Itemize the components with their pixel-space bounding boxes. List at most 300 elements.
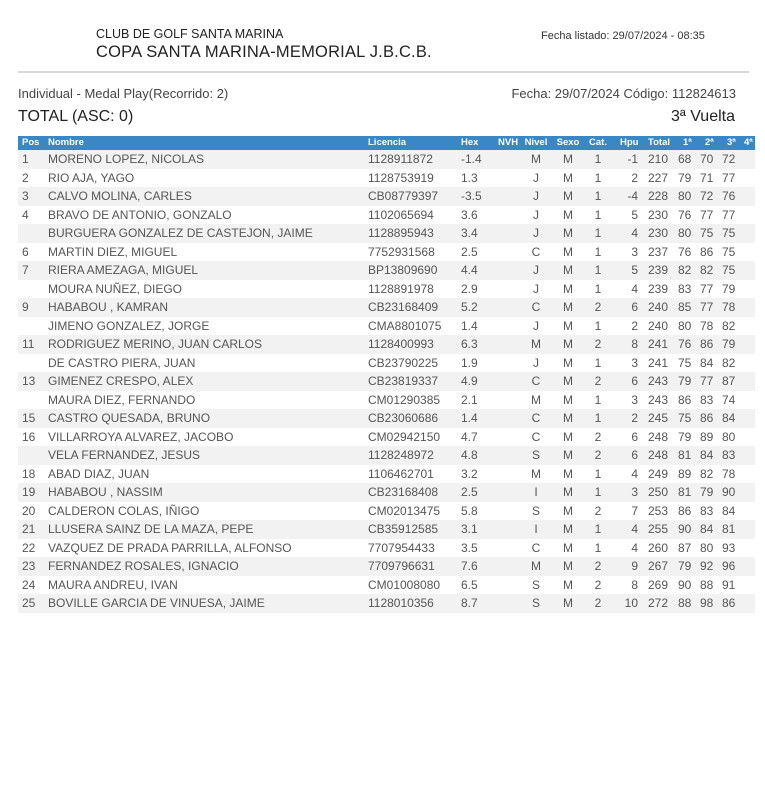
cell-nombre: HABABOU , NASSIM [48,485,163,499]
cell-hpu: -1 [627,152,638,166]
cell-round3: 75 [722,263,736,277]
cell-round2: 77 [700,300,714,314]
cell-hex: 4.7 [461,429,478,444]
cell-cat: 1 [594,207,602,222]
cell-cat: 2 [594,448,602,462]
results-table [18,136,755,613]
cell-round3: 72 [722,152,736,166]
cell-nombre: HABABOU , KAMRAN [48,300,169,314]
cell-total: 239 [648,281,669,296]
cell-sexo: M [563,337,573,351]
col-header-round3: 3ª [727,137,736,148]
table-row [18,520,755,539]
table-row [18,187,755,206]
cell-round2: 84 [700,448,714,462]
cell-round1: 76 [678,207,692,222]
cell-nombre: BOVILLE GARCIA DE VINUESA, JAIME [48,596,265,610]
cell-round3: 78 [722,466,736,481]
cell-nivel: M [531,466,541,481]
table-row [18,428,755,447]
cell-round1: 81 [678,485,692,499]
cell-nombre: FERNANDEZ ROSALES, IGNACIO [48,559,239,573]
cell-sexo: M [563,577,573,592]
cell-cat: 1 [594,263,602,277]
cell-round3: 83 [722,448,736,462]
cell-nivel: I [534,522,538,536]
cell-round3: 75 [722,244,736,259]
table-row [18,446,755,465]
cell-nivel: J [533,226,539,240]
cell-round3: 75 [722,226,736,240]
cell-round3: 80 [722,429,736,444]
cell-round2: 82 [700,466,714,481]
cell-total: 210 [648,152,669,166]
cell-licencia: CM01290385 [368,392,441,407]
cell-round2: 86 [700,244,714,259]
cell-hex: 1.3 [461,170,478,185]
cell-licencia: 1106462701 [368,466,434,481]
cell-total: 230 [648,226,669,240]
cell-pos: 18 [22,466,36,481]
cell-hpu: -4 [627,189,638,203]
cell-sexo: M [563,300,573,314]
col-header-nivel: Nivel [524,137,548,148]
cell-sexo: M [563,503,573,518]
cell-round2: 84 [700,522,714,536]
cell-total: 237 [648,244,669,259]
cell-cat: 1 [594,411,602,425]
cell-hpu: 7 [631,503,638,518]
cell-hpu: 10 [624,596,638,610]
cell-hex: 5.8 [461,503,478,518]
cell-hex: 2.5 [461,485,478,499]
cell-nombre: CALDERON COLAS, IÑIGO [48,503,200,518]
cell-pos: 4 [22,207,29,222]
cell-round3: 79 [722,281,736,296]
cell-hex: 3.1 [461,522,478,536]
table-row [18,280,755,299]
cell-licencia: BP13809690 [368,263,438,277]
cell-hex: 1.9 [461,355,478,370]
cell-round1: 68 [678,152,692,166]
cell-nivel: C [531,411,541,425]
col-header-total: Total [648,137,670,148]
cell-round2: 77 [700,281,714,296]
cell-total: 241 [648,337,669,351]
cell-round1: 83 [678,281,692,296]
cell-total: 240 [648,318,669,333]
cell-licencia: 1128891978 [368,281,434,296]
cell-sexo: M [563,152,573,166]
cell-hpu: 6 [631,429,638,444]
cell-hpu: 8 [631,577,638,592]
cell-licencia: 7709796631 [368,559,435,573]
cell-hex: 3.5 [461,540,478,555]
cell-licencia: CB23168409 [368,300,439,314]
cell-hpu: 3 [631,244,638,259]
cell-nombre: BRAVO DE ANTONIO, GONZALO [48,207,232,222]
cell-round1: 81 [678,448,692,462]
col-header-round4: 4ª [744,137,753,148]
cell-hex: 6.5 [461,577,478,592]
cell-licencia: CB35912585 [368,522,439,536]
cell-round1: 88 [678,596,692,610]
col-header-sexo: Sexo [556,137,580,148]
cell-nivel: C [531,429,541,444]
cell-pos: 1 [22,152,29,166]
cell-nombre: LLUSERA SAINZ DE LA MAZA, PEPE [48,522,254,536]
cell-cat: 1 [594,244,602,259]
cell-nivel: J [533,263,539,277]
cell-round3: 96 [722,559,736,573]
cell-nivel: M [531,152,541,166]
cell-round1: 87 [678,540,692,555]
cell-round2: 98 [700,596,714,610]
cell-hex: -1.4 [461,152,482,166]
cell-round2: 78 [700,318,714,333]
cell-cat: 2 [594,596,602,610]
table-row [18,372,755,391]
cell-round1: 86 [678,503,692,518]
cell-round1: 89 [678,466,692,481]
cell-nivel: J [533,189,539,203]
cell-round2: 82 [700,263,714,277]
cell-round1: 79 [678,374,692,388]
cell-round3: 93 [722,540,736,555]
cell-licencia: 1102065694 [368,207,434,222]
cell-hpu: 4 [631,226,638,240]
cell-total: 269 [648,577,669,592]
cell-total: 260 [648,540,669,555]
cell-nombre: GIMENEZ CRESPO, ALEX [48,374,194,388]
cell-nivel: S [531,596,540,610]
cell-nombre: RIERA AMEZAGA, MIGUEL [48,263,199,277]
cell-nivel: J [533,207,539,222]
table-row [18,298,755,317]
cell-licencia: CB23790225 [368,355,439,370]
cell-cat: 1 [594,522,602,536]
cell-nombre: MARTIN DIEZ, MIGUEL [48,244,178,259]
cell-total: 228 [648,189,669,203]
club-name: CLUB DE GOLF SANTA MARINA [96,27,284,41]
cell-hex: 4.4 [461,263,478,277]
cell-round3: 77 [722,170,736,185]
cell-nivel: J [533,355,539,370]
cell-round2: 70 [700,152,714,166]
table-row [18,354,755,373]
cell-round1: 79 [678,170,692,185]
cell-nivel: C [531,244,541,259]
cell-round1: 75 [678,411,692,425]
cell-round2: 84 [700,355,714,370]
cell-round1: 90 [678,577,692,592]
cell-nombre: MAURA DIEZ, FERNANDO [48,392,196,407]
cell-pos: 23 [22,559,36,573]
table-row [18,594,755,613]
cell-nombre: VELA FERNANDEZ, JESUS [48,448,201,462]
cell-total: 250 [648,485,669,499]
cell-round1: 79 [678,429,692,444]
cell-licencia: 1128010356 [368,596,434,610]
cell-sexo: M [563,448,573,462]
col-header-licencia: Licencia [368,137,407,148]
cell-round3: 87 [722,374,736,388]
cell-nivel: J [533,318,539,333]
cell-licencia: CM01008080 [368,577,441,592]
cell-pos: 2 [22,170,29,185]
cell-cat: 1 [594,318,602,333]
cell-total: 248 [648,448,669,462]
cell-round2: 88 [700,577,714,592]
cell-round3: 81 [722,522,736,536]
cell-pos: 25 [22,596,36,610]
cell-licencia: 1128895943 [368,226,434,240]
cell-hpu: 6 [631,300,638,314]
cell-round1: 80 [678,189,692,203]
cell-licencia: CMA8801075 [368,318,442,333]
cell-sexo: M [563,374,573,388]
cell-round2: 77 [700,374,714,388]
cell-round2: 75 [700,226,714,240]
cell-cat: 2 [594,559,602,573]
cell-total: 249 [648,466,669,481]
cell-total: 230 [648,207,669,222]
cell-total: 267 [648,559,669,573]
cell-round1: 76 [678,337,692,351]
cell-hpu: 5 [631,263,638,277]
cell-hpu: 4 [631,522,638,536]
cell-round3: 76 [722,189,736,203]
cell-pos: 20 [22,503,36,518]
cell-hpu: 2 [631,411,638,425]
cell-total: 243 [648,392,669,407]
cell-sexo: M [563,207,573,222]
cell-cat: 1 [594,226,602,240]
cell-cat: 1 [594,540,602,555]
cell-cat: 1 [594,170,602,185]
cell-round1: 82 [678,263,692,277]
col-header-hex: Hex [461,137,479,148]
cell-total: 245 [648,411,669,425]
date-code: Fecha: 29/07/2024 Código: 112824613 [511,86,736,101]
cell-cat: 1 [594,485,602,499]
cell-sexo: M [563,485,573,499]
col-header-hpu: Hpu [620,137,639,148]
col-header-cat: Cat. [589,137,607,148]
cell-total: 240 [648,300,669,314]
cell-cat: 1 [594,152,602,166]
cell-cat: 2 [594,577,602,592]
cell-sexo: M [563,355,573,370]
table-row [18,557,755,576]
cell-cat: 2 [594,300,602,314]
cell-hpu: 5 [631,207,638,222]
table-row [18,576,755,595]
col-header-nombre: Nombre [48,137,84,148]
cell-hex: 3.6 [461,207,478,222]
cell-total: 239 [648,263,669,277]
cell-hpu: 4 [631,281,638,296]
cell-hpu: 2 [631,170,638,185]
cell-cat: 1 [594,189,602,203]
cell-pos: 24 [22,577,36,592]
cell-hpu: 8 [631,337,638,351]
cell-nivel: M [531,337,541,351]
cell-sexo: M [563,263,573,277]
table-row [18,261,755,280]
cell-round2: 86 [700,337,714,351]
cell-sexo: M [563,392,573,407]
cell-licencia: CB23168408 [368,485,439,499]
cell-round2: 89 [700,429,714,444]
cell-sexo: M [563,226,573,240]
cell-hex: 4.8 [461,448,478,462]
cell-sexo: M [563,466,573,481]
cell-total: 227 [648,170,669,185]
cell-nivel: C [531,540,541,555]
cell-hex: 3.2 [461,466,478,481]
table-row [18,243,755,262]
table-row [18,335,755,354]
table-body [18,150,755,613]
cell-round1: 80 [678,226,692,240]
cell-nombre: DE CASTRO PIERA, JUAN [48,355,196,370]
cell-nombre: ABAD DIAZ, JUAN [48,466,150,481]
cell-total: 255 [648,522,669,536]
cell-round3: 90 [722,485,736,499]
cell-nombre: CALVO MOLINA, CARLES [48,189,192,203]
cell-nivel: S [531,503,540,518]
cell-round2: 79 [700,485,714,499]
table-row [18,409,755,428]
cell-pos: 6 [22,244,29,259]
cell-hex: 8.7 [461,596,478,610]
cell-licencia: 1128400993 [368,337,434,351]
cell-cat: 2 [594,429,602,444]
cell-total: 241 [648,355,669,370]
cell-nombre: JIMENO GONZALEZ, JORGE [48,318,210,333]
cell-nivel: S [531,448,540,462]
cell-cat: 1 [594,355,602,370]
cell-round2: 72 [700,189,714,203]
table-row [18,391,755,410]
cell-round3: 86 [722,596,736,610]
cell-round1: 90 [678,522,692,536]
table-row [18,150,755,169]
cell-sexo: M [563,522,573,536]
cell-licencia: 7707954433 [368,540,435,555]
cell-licencia: 1128753919 [368,170,434,185]
cell-sexo: M [563,318,573,333]
table-row [18,224,755,243]
cell-nombre: VAZQUEZ DE PRADA PARRILLA, ALFONSO [48,540,292,555]
cell-sexo: M [563,429,573,444]
cell-hex: 3.4 [461,226,478,240]
round-label: 3ª Vuelta [670,108,735,125]
cell-round1: 79 [678,559,692,573]
cell-nivel: M [531,559,541,573]
cell-licencia: CM02942150 [368,429,441,444]
cell-hex: 2.9 [461,281,478,296]
cell-hpu: 2 [631,318,638,333]
cell-nivel: J [533,281,539,296]
cell-hpu: 3 [631,392,638,407]
cell-licencia: 1128248972 [368,448,434,462]
cell-sexo: M [563,411,573,425]
cell-round3: 79 [722,337,736,351]
cell-licencia: CB23060686 [368,411,439,425]
cell-hpu: 3 [631,485,638,499]
cell-pos: 22 [22,540,36,555]
table-row [18,502,755,521]
table-row [18,317,755,336]
cell-round2: 77 [700,207,714,222]
cell-pos: 16 [22,429,36,444]
cell-pos: 9 [22,300,29,314]
table-header [18,136,755,150]
cell-pos: 13 [22,374,36,388]
cell-nivel: I [534,485,538,499]
cell-licencia: 1128911872 [368,152,433,166]
cell-cat: 1 [594,392,602,407]
cell-hpu: 4 [631,466,638,481]
cell-round3: 84 [722,503,736,518]
cell-round3: 77 [722,207,736,222]
cell-pos: 15 [22,411,36,425]
cell-round3: 78 [722,300,736,314]
cell-nivel: J [533,170,539,185]
cell-round3: 91 [722,577,736,592]
table-row [18,169,755,188]
cell-hex: -3.5 [461,189,482,203]
cell-total: 248 [648,429,669,444]
cell-hex: 1.4 [461,411,478,425]
cell-nivel: M [531,392,541,407]
table-row [18,539,755,558]
cell-hex: 4.9 [461,374,478,388]
cell-nombre: CASTRO QUESADA, BRUNO [48,411,211,425]
cell-sexo: M [563,540,573,555]
cell-hpu: 6 [631,374,638,388]
cell-sexo: M [563,189,573,203]
cell-hex: 7.6 [461,559,478,573]
col-header-round1: 1ª [683,137,692,148]
col-header-pos: Pos [22,137,40,148]
cell-pos: 19 [22,485,36,499]
cell-sexo: M [563,244,573,259]
cell-total: 253 [648,503,669,518]
table-row [18,206,755,225]
cell-round2: 86 [700,411,714,425]
cell-nombre: MAURA ANDREU, IVAN [48,577,178,592]
cell-hpu: 3 [631,355,638,370]
cell-pos: 21 [22,522,36,536]
cell-nivel: S [531,577,540,592]
cell-round3: 84 [722,411,736,425]
cell-hex: 6.3 [461,337,478,351]
cell-cat: 2 [594,337,602,351]
cell-round3: 74 [722,392,736,407]
cell-nombre: MORENO LOPEZ, NICOLAS [48,152,205,166]
cell-nivel: C [531,374,541,388]
cell-round3: 82 [722,318,736,333]
cell-hpu: 4 [631,540,638,555]
cell-pos: 7 [22,263,29,277]
cell-round1: 80 [678,318,692,333]
cell-licencia: 7752931568 [368,244,435,259]
cell-hex: 1.4 [461,318,478,333]
cell-round1: 86 [678,392,692,407]
